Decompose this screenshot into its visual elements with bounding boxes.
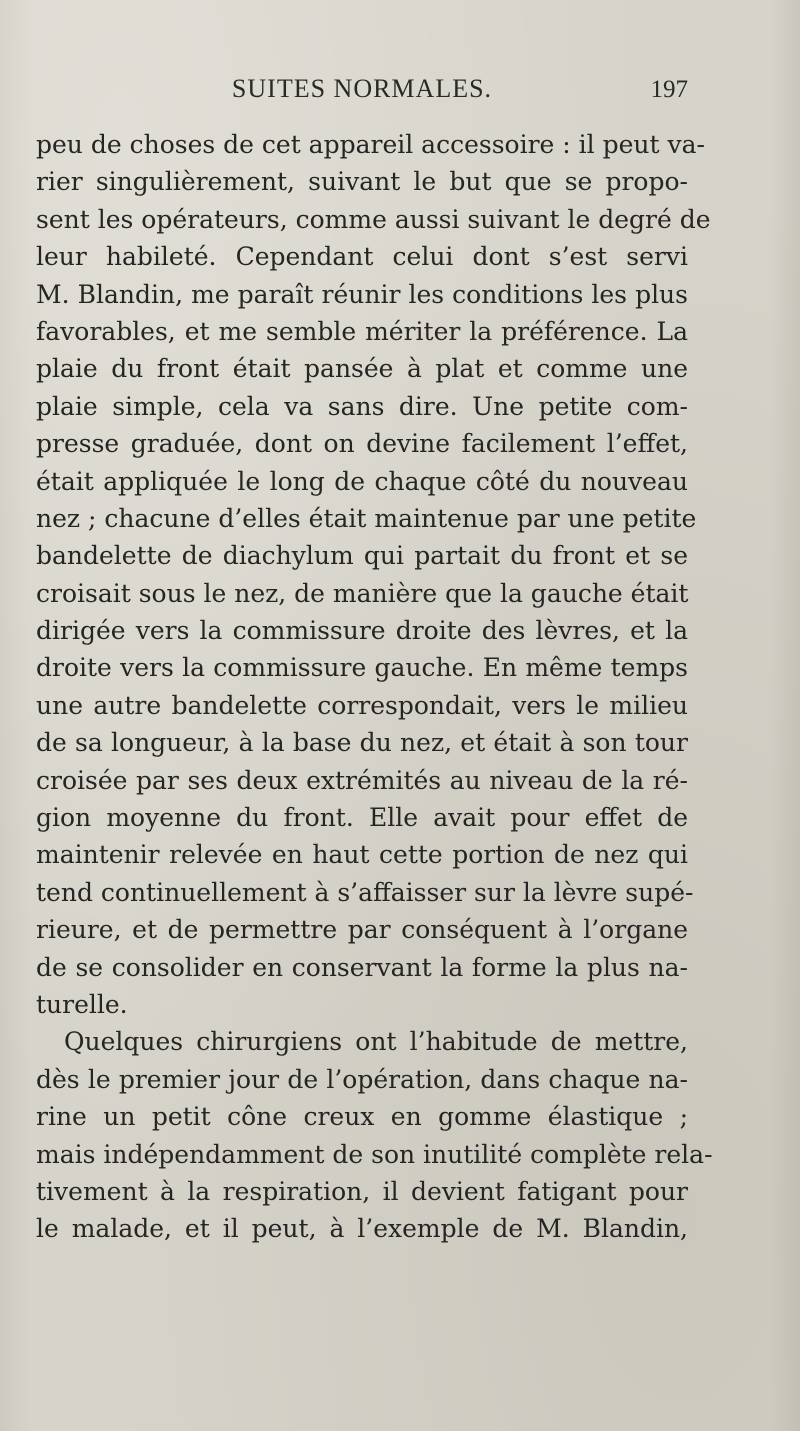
text-line: croisée par ses deux extrémités au niveau de la ré- — [36, 765, 688, 795]
text-line: de sa longueur, à la base du nez, et était à son tour — [36, 728, 688, 758]
paragraph-1 — [36, 126, 711, 1023]
text-line: tivement à la respiration, il devient fatigant pour — [36, 1176, 688, 1206]
text-line: bandelette de diachylum qui partait du front et se — [36, 541, 688, 571]
text-line: dirigée vers la commissure droite des lèvres, et la — [36, 616, 688, 646]
text-line: turelle. — [36, 989, 128, 1019]
text-line: plaie simple, cela va sans dire. Une petite com- — [36, 391, 688, 421]
text-line: gion moyenne du front. Elle avait pour effet de — [36, 803, 688, 833]
text-line: droite vers la commissure gauche. En même temps — [36, 653, 688, 683]
paragraph-2 — [36, 1023, 713, 1247]
text-line: sent les opérateurs, comme aussi suivant le degré de — [36, 204, 711, 234]
text-line: plaie du front était pansée à plat et comme une — [36, 354, 688, 384]
text-line: une autre bandelette correspondait, vers le milieu — [36, 690, 688, 720]
text-line: mais indépendamment de son inutilité complète rela- — [36, 1139, 713, 1169]
page-number: 197 — [650, 76, 688, 103]
text-line: nez ; chacune d’elles était maintenue par une petite — [36, 503, 697, 533]
running-title: SUITES NORMALES. — [231, 74, 493, 103]
text-line: maintenir relevée en haut cette portion de nez qui — [36, 840, 688, 870]
text-line: M. Blandin, me paraît réunir les conditions les plus — [36, 279, 688, 309]
text-line: presse graduée, dont on devine facilement l’effet, — [36, 429, 688, 459]
text-line: Quelques chirurgiens ont l’habitude de mettre, — [64, 1027, 688, 1057]
body-text — [36, 126, 713, 1248]
text-line: dès le premier jour de l’opération, dans chaque na- — [36, 1064, 688, 1094]
text-line: était appliquée le long de chaque côté du nouveau — [36, 466, 688, 496]
text-line: le malade, et il peut, à l’exemple de M. Blandin, — [36, 1214, 688, 1244]
running-head — [36, 74, 688, 114]
text-line: de se consolider en conservant la forme la plus na- — [36, 952, 688, 982]
text-line: leur habileté. Cependant celui dont s’est servi — [36, 242, 688, 272]
text-line: peu de choses de cet appareil accessoire : il peut va- — [36, 130, 705, 159]
text-line: rieure, et de permettre par conséquent à l’organe — [36, 915, 688, 945]
text-line: favorables, et me semble mériter la préférence. La — [36, 316, 688, 346]
text-line: tend continuellement à s’affaisser sur la lèvre supé- — [36, 877, 694, 907]
text-line: rier singulièrement, suivant le but que se propo- — [36, 167, 688, 197]
text-line: croisait sous le nez, de manière que la gauche était — [36, 578, 689, 608]
text-line: rine un petit cône creux en gomme élastique ; — [36, 1102, 688, 1132]
